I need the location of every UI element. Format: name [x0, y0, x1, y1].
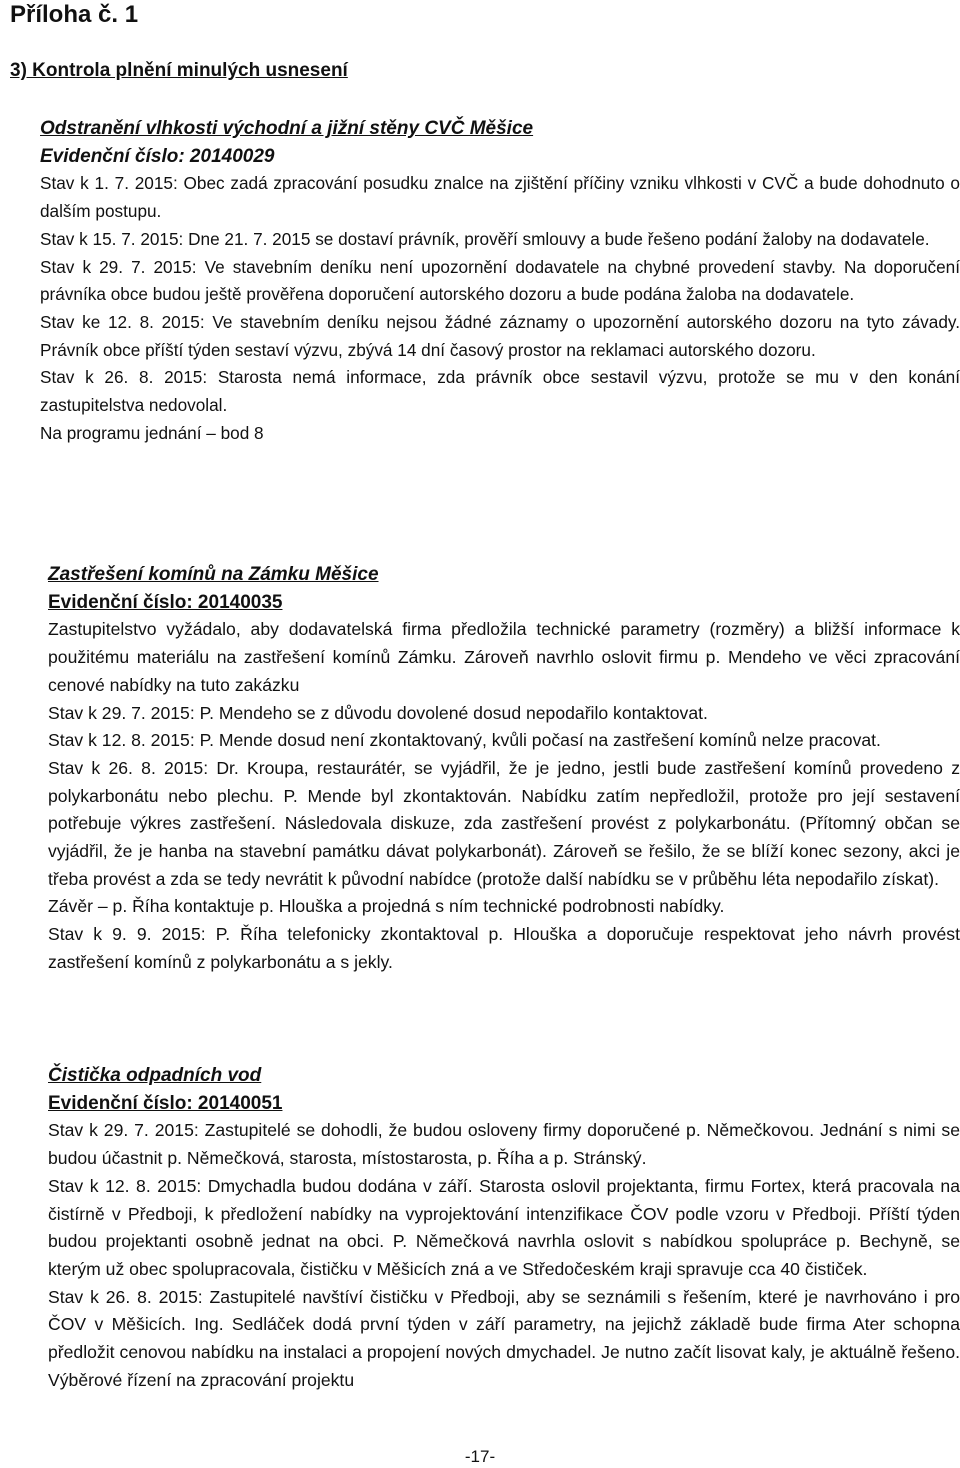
status-paragraph: Stav ke 12. 8. 2015: Ve stavebním deníku nejsou žádné záznamy o upozornění autorského dozoru na tyto závady. Právník obce příští týden sestaví výzvu, zbývá 14 dní časový prostor na reklamaci autorského dozoru.	[40, 311, 960, 360]
page-subtitle: 3) Kontrola plnění minulých usnesení	[10, 60, 348, 81]
section-id-label: Evidenční číslo: 20140029	[40, 145, 275, 167]
section-wastewater-plant	[48, 1062, 960, 1394]
status-paragraph: Závěr – p. Říha kontaktuje p. Hlouška a projedná s ním technické podrobnosti nabídky.	[48, 896, 725, 917]
status-paragraph: Stav k 26. 8. 2015: Dr. Kroupa, restaurátér, se vyjádřil, že je jedno, jestli bude zastřešení komínů provedeno z polykarbonátu nebo plechu. P. Mende byl zkontaktován. Nabídku zatím nepředložil, protože pro její sestavení potřebuje výkres zastřešení. Následovala diskuze, zda zastřešení provést z polykarbonátu. (Přítomný občan se vyjádřil, že je hanba na stavební památku dávat polykarbonát). Zároveň se řešilo, že se blíží konec sezony, akci je třeba provést a zda se tedy nevrátit k původní nabídce (protože další nabídku se v průběhu léta nepodařilo získat).	[48, 757, 960, 889]
status-paragraph: Stav k 12. 8. 2015: P. Mende dosud není zkontaktovaný, kvůli počasí na zastřešení komínů nelze pracovat.	[48, 730, 881, 751]
status-paragraph: Na programu jednání – bod 8	[40, 422, 264, 443]
status-paragraph: Stav k 29. 7. 2015: P. Mendeho se z důvodu dovolené dosud nepodařilo kontaktovat.	[48, 702, 708, 723]
status-paragraph: Stav k 1. 7. 2015: Obec zadá zpracování posudku znalce na zjištění příčiny vzniku vlhkosti v CVČ a bude dohodnuto o dalším postupu.	[40, 173, 960, 222]
section-title: Zastřešení komínů na Zámku Měšice	[48, 564, 379, 585]
section-id-label: Evidenční číslo: 20140035	[48, 591, 283, 613]
section-id-label: Evidenční číslo: 20140051	[48, 1092, 283, 1114]
status-paragraph: Stav k 9. 9. 2015: P. Říha telefonicky zkontaktoval p. Hlouška a doporučuje respektovat jeho návrh provést zastřešení komínů z polykarbonátu a s jekly.	[48, 924, 960, 972]
status-paragraph: Stav k 12. 8. 2015: Dmychadla budou dodána v září. Starosta oslovil projektanta, firmu Fortex, která pracovala na čistírně v Předboji, k předložení nabídky na vyprojektování intenzifikace ČOV podle vzoru v Předboji. Příští týden budou projektanti osobně jednat na obci. P. Němečková navrhla oslovit s nabídkou spolupráce p. Bechyně, se kterým už obec spolupracovala, čističku v Měšicích zná a ve Středočeském kraji spravuje cca 40 čističek.	[48, 1175, 960, 1279]
page-title: Příloha č. 1	[10, 1, 139, 28]
page-number: -17-	[464, 1447, 496, 1466]
status-paragraph: Stav k 26. 8. 2015: Starosta nemá informace, zda právník obce sestavil výzvu, protože se mu v den konání zastupitelstva nedovolal.	[40, 367, 960, 416]
status-paragraph: Stav k 26. 8. 2015: Zastupitelé navštíví čističku v Předboji, aby se seznámili s řešením, které je navrhováno i pro ČOV v Měšicích. Ing. Sedláček dodá první týden v září parametry, na jejichž základě bude firma Ater schopna předložit cenovou nabídku na instalaci a propojení nových dmychadel. Je nutno začít lisovat kaly, je aktuálně řešeno. Výběrové řízení na zpracování projektu	[48, 1286, 960, 1390]
section-moisture-removal	[40, 115, 960, 447]
status-paragraph: Stav k 15. 7. 2015: Dne 21. 7. 2015 se dostaví právník, prověří smlouvy a bude řešeno podání žaloby na dodavatele.	[40, 228, 930, 249]
section-title: Čistička odpadních vod	[48, 1065, 262, 1086]
section-title: Odstranění vlhkosti východní a jižní stěny CVČ Měšice	[40, 118, 534, 139]
status-paragraph: Stav k 29. 7. 2015: Zastupitelé se dohodli, že budou osloveny firmy doporučené p. Němečkovou. Jednání s nimi se budou účastnit p. Němečková, starosta, místostarosta, p. Říha a p. Stránský.	[48, 1120, 960, 1169]
status-paragraph: Zastupitelstvo vyžádalo, aby dodavatelská firma předložila technické parametry (rozměry) a bližší informace k použitému materiálu na zastřešení komínů Zámku. Zároveň navrhlo oslovit firmu p. Mendeho ve věci zpracování cenové nabídky na tuto zakázku	[48, 619, 960, 695]
status-paragraph: Stav k 29. 7. 2015: Ve stavebním deníku není upozornění dodavatele na chybné provedení stavby. Na doporučení právníka obce budou ještě prověřena doporučení autorského dozoru a bude podána žaloba na dodavatele.	[40, 256, 960, 305]
section-chimney-roofing	[48, 561, 960, 977]
